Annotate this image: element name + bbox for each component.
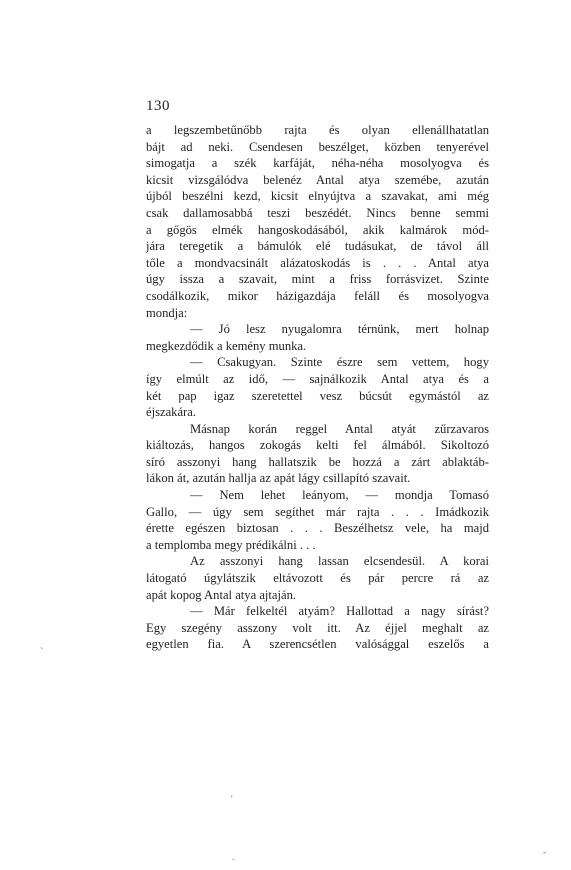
text-line: csodálkozik, mikor házigazdája feláll és mosolyogva [146, 288, 489, 303]
text-line: tőle a mondvacsinált alázatoskodás is . . . Antal atya [146, 255, 489, 270]
text-line: a gőgös elmék hangoskodásából, akik kalmárok mód- [146, 222, 489, 237]
text-line: kiáltozás, hangos zokogás kelti fel álmából. Sikoltozó [146, 438, 489, 453]
text-line: síró asszonyi hang hallatszik be hozzá a zárt ablaktáb- [146, 454, 489, 469]
text-line: újból beszélni kezd, kicsit elnyújtva a szavakat, ami még [146, 189, 489, 204]
text-line: látogató úgylátszik eltávozott és pár percre rá az [146, 571, 489, 586]
scan-speck: - [543, 847, 546, 857]
page-number: 130 [146, 98, 170, 114]
text-line: érette egészen biztosan . . . Beszélhetsz vele, ha majd [146, 521, 489, 536]
text-line: a legszembetűnőbb rajta és olyan ellenállhatatlan [146, 123, 489, 137]
text-line: — Már felkeltél atyám? Hallottad a nagy sírást? [190, 604, 489, 619]
text-line: a templomba megy prédikálni . . . [146, 537, 316, 552]
text-line: csak dallamosabbá teszi beszédét. Nincs benne semmi [146, 205, 489, 220]
text-line: — Jó lesz nyugalomra térnünk, mert holnap [190, 322, 489, 337]
body-text [146, 122, 489, 653]
text-line: Gallo, — úgy sem segíthet már rajta . . . Imádkozik [146, 504, 489, 519]
scan-speck: ` [40, 646, 43, 656]
text-line: két pap igaz szeretettel vesz búcsút egymástól az [146, 388, 489, 403]
text-line: Az asszonyi hang lassan elcsendesül. A korai [190, 554, 489, 569]
text-line: — Nem lehet leányom, — mondja Tomasó [190, 488, 489, 503]
text-line: így elmúlt az idő, — sajnálkozik Antal atya és a [146, 371, 489, 386]
text-line: kicsit vizsgálódva belenéz Antal atya szemébe, azután [146, 172, 489, 187]
text-line: lákon át, azután hallja az apát lágy csillapító szavait. [146, 471, 411, 486]
text-line: simogatja a szék karfáját, néha-néha mosolyogva és [146, 156, 489, 171]
scan-speck: . [232, 852, 235, 862]
text-line: éjszakára. [146, 405, 196, 420]
text-line: megkezdődik a kemény munka. [146, 338, 307, 353]
text-line: mondja: [146, 305, 188, 320]
text-line: apát kopog Antal atya ajtaján. [146, 587, 297, 602]
text-line: Egy szegény asszony volt itt. Az éjjel meghalt az [146, 620, 489, 635]
text-line: — Csakugyan. Szinte észre sem vettem, hogy [190, 355, 489, 370]
text-line: egyetlen fia. A szerencsétlen valósággal eszelős a [146, 637, 489, 652]
text-line: jára teregetik a bámulók elé tudásukat, de távol áll [146, 239, 489, 254]
text-line: bájt ad neki. Csendesen beszélget, közben tenyerével [146, 139, 489, 154]
text-line: úgy issza a szavait, mint a friss forrásvizet. Szinte [146, 272, 489, 287]
text-line: Másnap korán reggel Antal atyát zűrzavaros [190, 421, 489, 436]
scan-speck: ' [231, 794, 233, 804]
